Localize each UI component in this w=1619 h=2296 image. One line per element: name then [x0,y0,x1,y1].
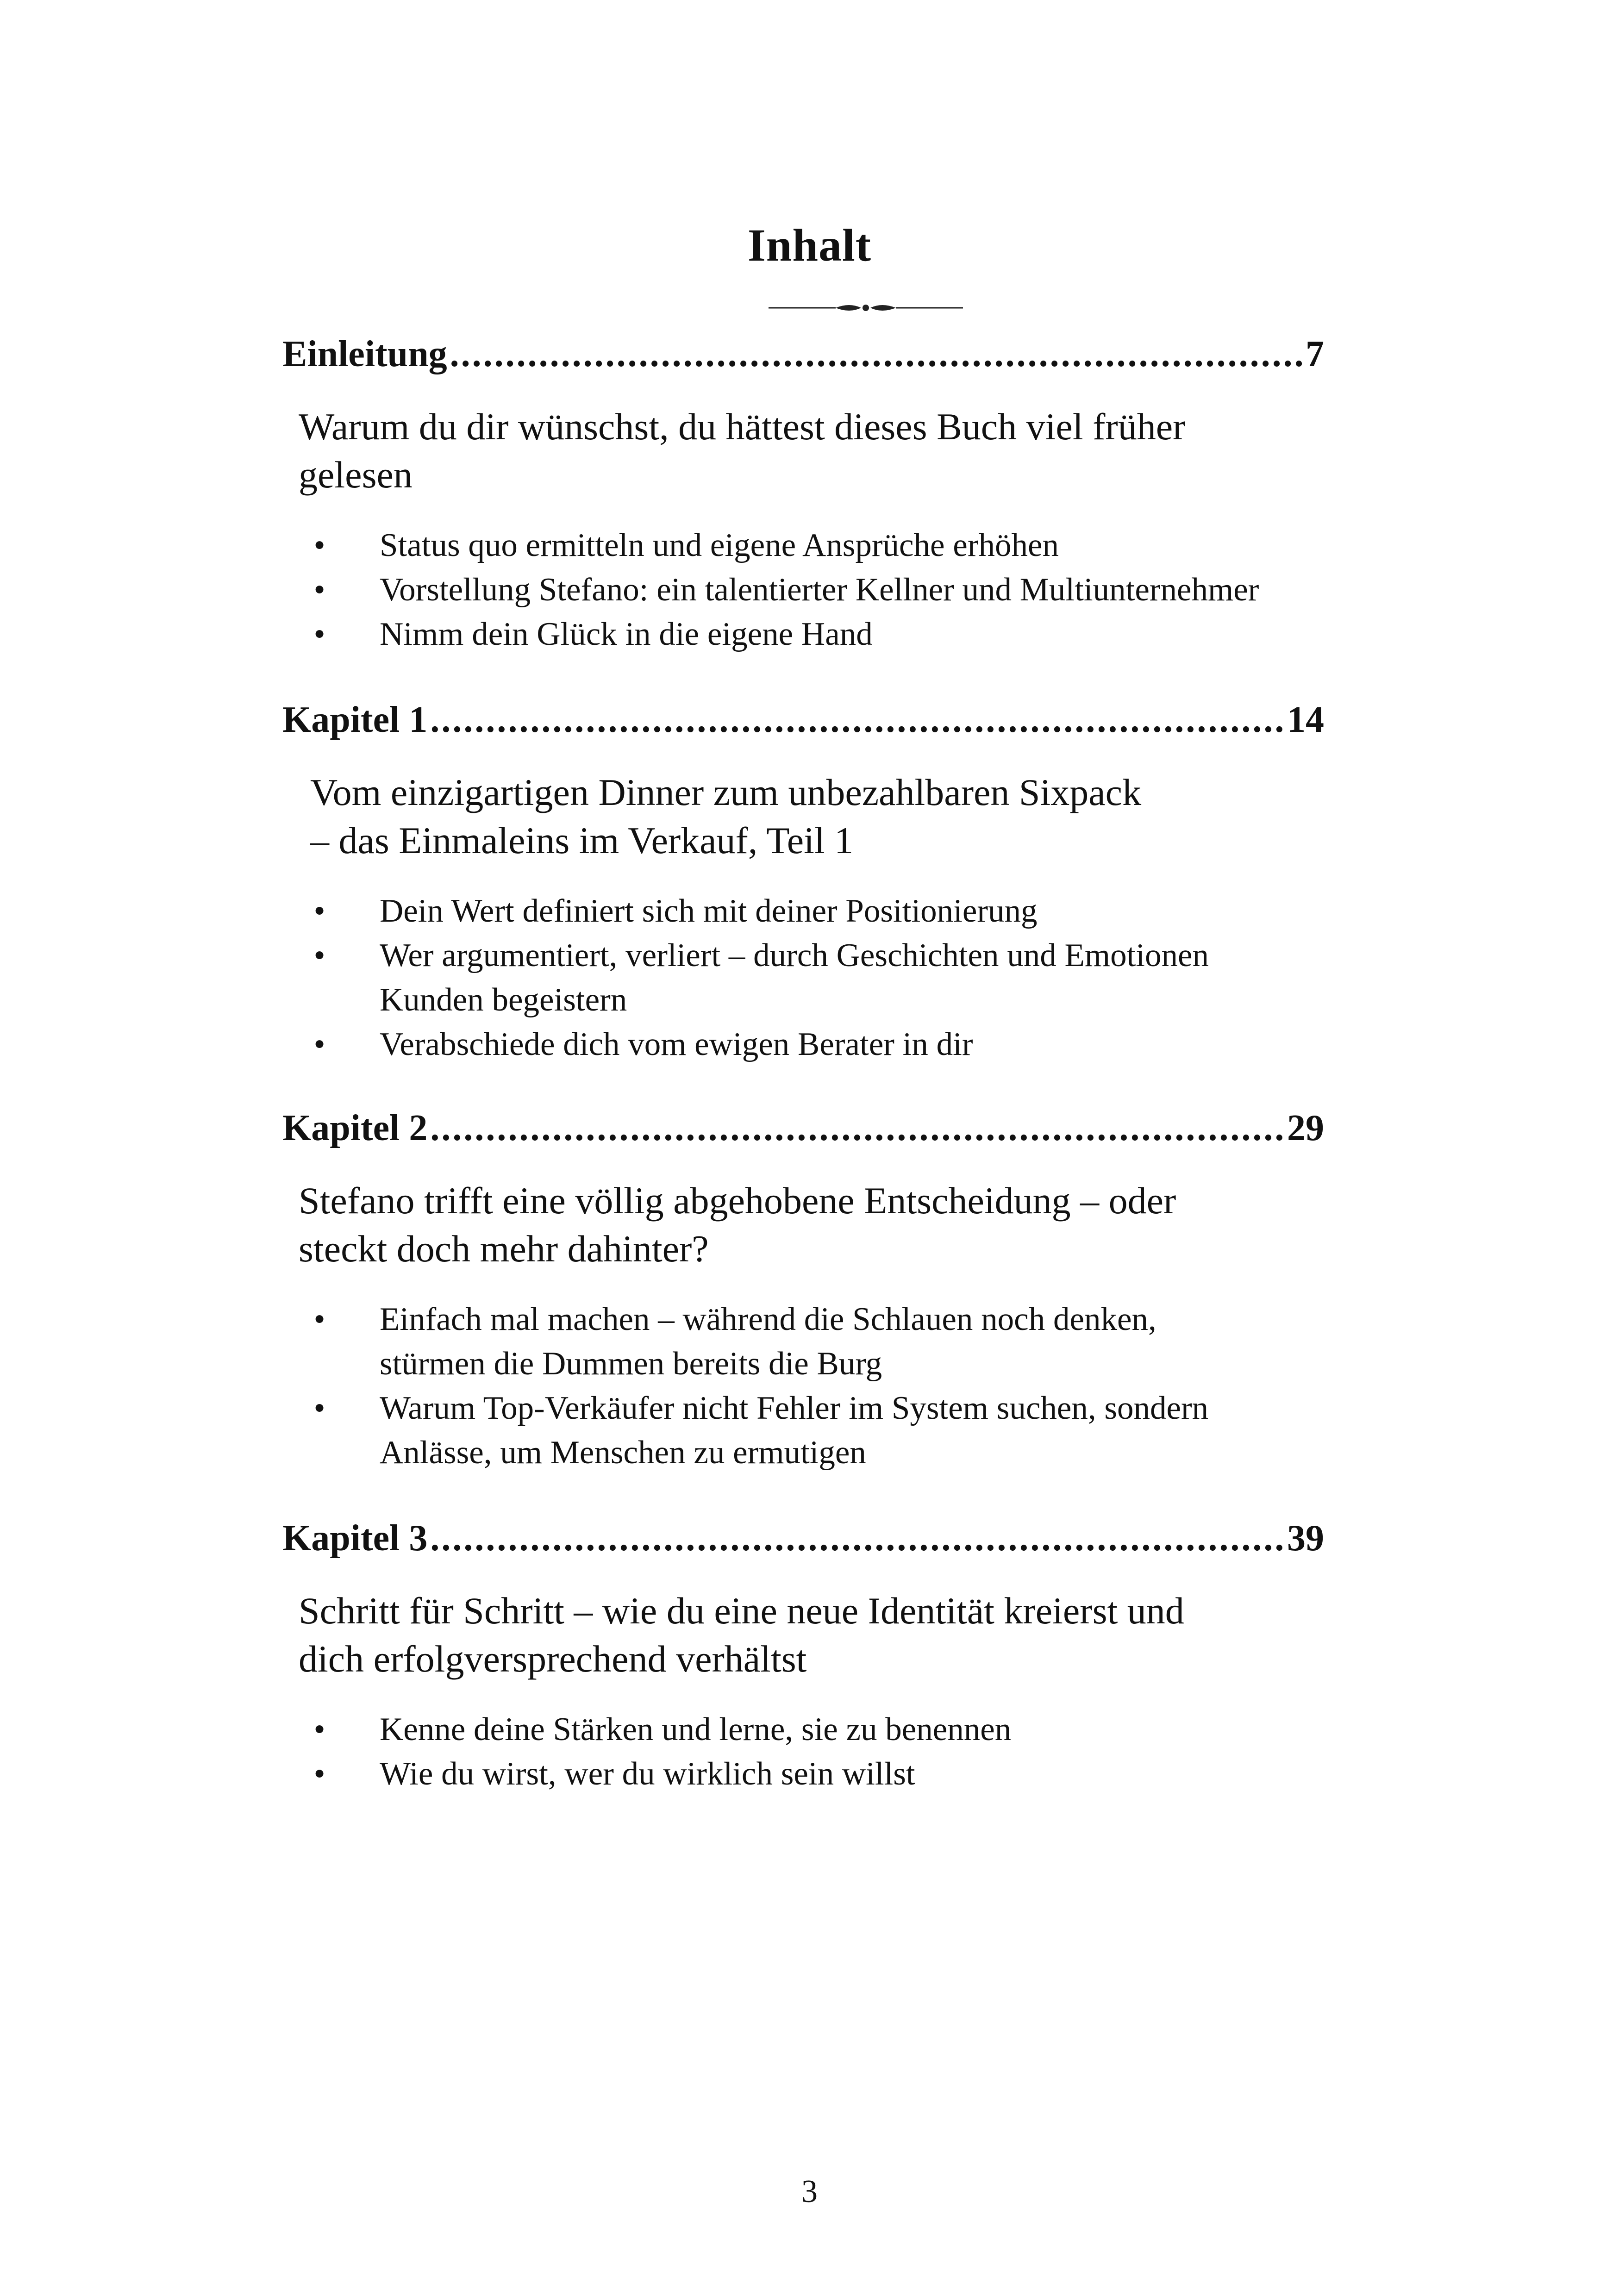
flourish-divider-icon [769,294,963,322]
list-item [282,612,1324,656]
bullet-icon: • [313,937,325,973]
subtitle-line: dich erfolgversprechend verhältst [299,1638,807,1680]
bullet-icon: • [313,1711,325,1747]
subtitle-line: Vom einzigartigen Dinner zum unbezahlbaren Sixpack [310,771,1142,813]
toc-entry[interactable] [282,1105,1324,1151]
bullet-text: Kenne deine Stärken und lerne, sie zu benennen [380,1711,1012,1747]
subtitle-line: Stefano trifft eine völlig abgehobene Entscheidung – oder [299,1179,1176,1222]
toc-entry-label: Einleitung [282,334,447,374]
bullet-text: stürmen die Dummen bereits die Burg [380,1346,882,1382]
subtitle-line: – das Einmaleins im Verkauf, Teil 1 [310,819,854,861]
subtitle-line: steckt doch mehr dahinter? [299,1228,709,1270]
subtitle-line: gelesen [299,454,413,496]
toc-entry-page: 14 [1287,699,1324,740]
list-item [282,1297,1324,1386]
bullet-list [282,889,1324,1067]
list-item [282,1707,1324,1752]
bullet-text: Verabschiede dich vom ewigen Berater in dir [380,1026,973,1062]
bullet-list [282,1707,1324,1796]
bullet-text: Nimm dein Glück in die eigene Hand [380,616,873,652]
bullet-icon: • [313,1026,325,1062]
bullet-text: Wer argumentiert, verliert – durch Geschichten und Emotionen [380,937,1209,973]
bullet-text: Einfach mal machen – während die Schlauen noch denken, [380,1301,1156,1337]
bullet-icon: • [313,893,325,929]
list-item [282,1022,1324,1067]
toc-entry[interactable] [282,697,1324,743]
bullet-text: Wie du wirst, wer du wirklich sein willst [380,1756,915,1792]
bullet-icon: • [313,616,325,652]
bullet-icon: • [313,527,325,563]
chapter-subtitle [310,768,1282,865]
toc-entry-page: 29 [1287,1108,1324,1148]
subtitle-line: Warum du dir wünschst, du hättest dieses Buch viel früher [299,406,1186,448]
chapter-subtitle [299,1587,1271,1683]
list-item [282,933,1324,1022]
page-number: 3 [801,2174,818,2209]
bullet-icon: • [313,1390,325,1426]
toc-entry[interactable] [282,1515,1324,1561]
bullet-icon: • [313,572,325,608]
list-item [282,1386,1324,1475]
subtitle-line: Schritt für Schritt – wie du eine neue Identität kreierst und [299,1590,1184,1632]
bullet-text: Warum Top-Verkäufer nicht Fehler im System suchen, sondern [380,1390,1209,1426]
chapter-subtitle [299,1177,1271,1273]
bullet-list [282,523,1324,656]
toc-section-kapitel-3 [282,1515,1324,1796]
list-item [282,523,1324,568]
toc-entry-label: Kapitel 2 [282,1108,428,1148]
toc-entry-page: 39 [1287,1518,1324,1559]
bullet-text: Kunden begeistern [380,982,627,1018]
page-title: Inhalt [747,219,872,271]
bullet-icon: • [313,1301,325,1337]
dot-leader [430,697,1284,743]
toc-entry[interactable] [282,331,1324,377]
bullet-icon: • [313,1756,325,1792]
bullet-text: Dein Wert definiert sich mit deiner Positionierung [380,893,1038,929]
chapter-subtitle [299,403,1271,499]
list-item [282,1752,1324,1796]
dot-leader [430,1515,1284,1561]
dot-leader [450,331,1303,377]
toc-section-kapitel-2 [282,1105,1324,1475]
toc-entry-page: 7 [1306,334,1324,374]
toc-entry-label: Kapitel 1 [282,699,428,740]
dot-leader [430,1105,1284,1151]
list-item [282,568,1324,612]
list-item [282,889,1324,933]
bullet-text: Vorstellung Stefano: ein talentierter Kellner und Multiunternehmer [380,572,1259,608]
toc-section-kapitel-1 [282,697,1324,1067]
bullet-text: Status quo ermitteln und eigene Ansprüche erhöhen [380,527,1059,563]
bullet-list [282,1297,1324,1475]
toc-entry-label: Kapitel 3 [282,1518,428,1559]
toc-section-einleitung [282,331,1324,656]
bullet-text: Anlässe, um Menschen zu ermutigen [380,1435,866,1471]
